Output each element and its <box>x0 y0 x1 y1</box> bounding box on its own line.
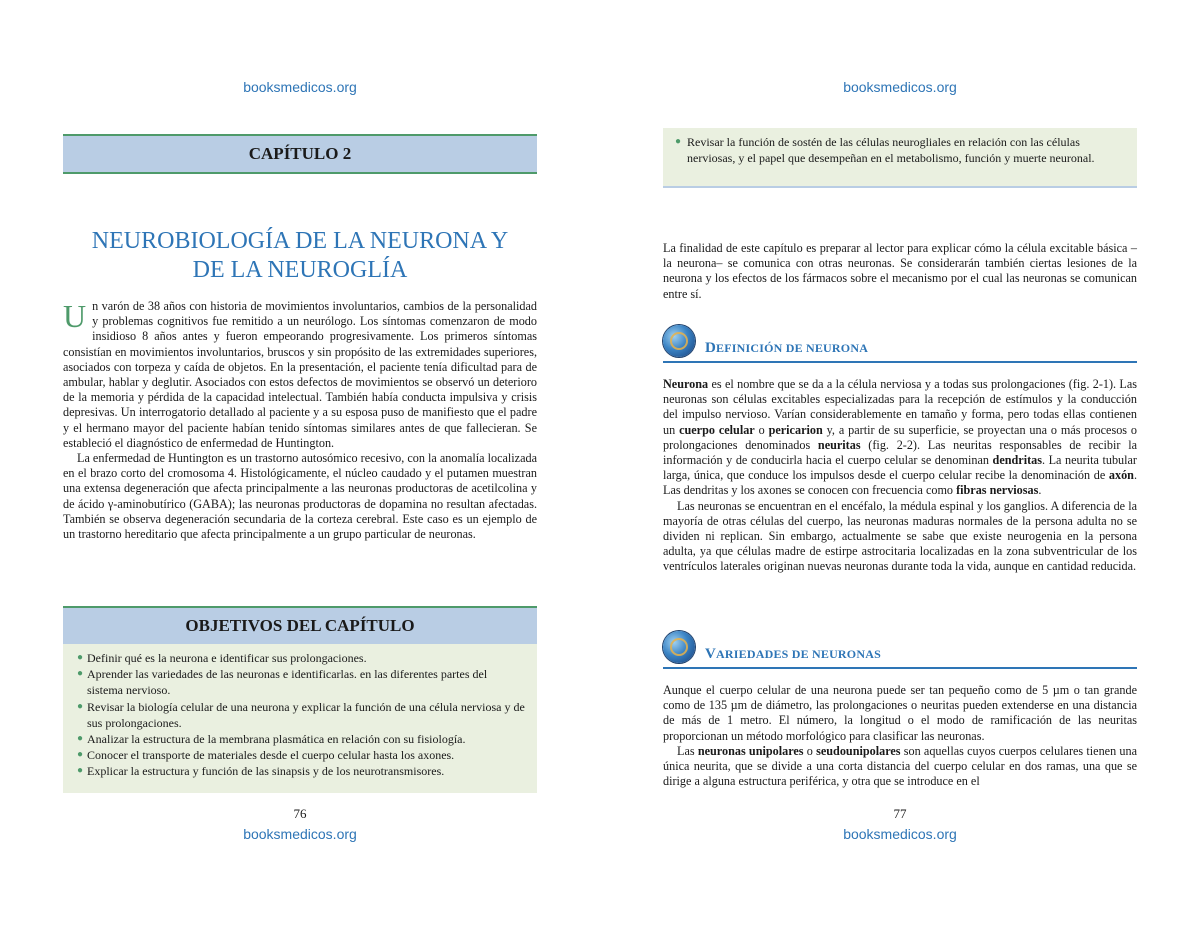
chapter-label: CAPÍTULO 2 <box>248 144 352 163</box>
intro-paragraph: La finalidad de este capítulo es preparar al lector para explicar cómo la célula excitable básica –la neurona– se comunica con otras neuronas. Se considerarán también ciertas lesiones de la neurona y los efectos de los fármacos sobre el mecanismo por el cual las neuronas se comunican entre sí. <box>663 241 1137 301</box>
section-title-rest: ARIEDADES DE NEURONAS <box>716 647 881 661</box>
case-paragraph-1 <box>63 299 537 451</box>
bullet-icon: ● <box>77 749 84 761</box>
brain-globe-icon <box>663 631 695 663</box>
site-footer-link[interactable]: booksmedicos.org <box>843 826 957 842</box>
term-axon: axón <box>1108 468 1134 483</box>
section-heading-definicion <box>663 325 1137 363</box>
section2-paragraph-2 <box>663 744 1137 790</box>
chapter-label-bar <box>63 134 537 174</box>
site-footer-link[interactable]: booksmedicos.org <box>243 826 357 842</box>
objectives-continued-box <box>663 128 1137 188</box>
bullet-icon: ● <box>77 668 84 680</box>
objective-item <box>77 666 525 698</box>
text-run: (fig. 2-2). Las neuritas responsables de recibir la información y de conducirla hacia el cuerpo celular se denominan <box>663 437 1137 468</box>
text-run: son aquellas cuyos cuerpos celulares tienen una única neurita, que se divide a una corta distancia del cuerpo celular en dos ramas, una que se dirige a alguna estructura periférica, y otra que se introduce en el <box>663 743 1137 789</box>
text-run: o <box>803 743 817 758</box>
text-run: o <box>754 422 769 437</box>
objective-item <box>675 134 1125 166</box>
chapter-title-line1: NEUROBIOLOGÍA DE LA NEURONA Y <box>91 228 509 254</box>
text-run: y, a partir de su superficie, se proyectan una o más procesos o prolongaciones denominados <box>663 422 1138 452</box>
objectives-title-bar <box>63 606 537 646</box>
term-cuerpo-celular: cuerpo celular <box>679 422 755 437</box>
chapter-title <box>63 227 537 285</box>
objective-text: Revisar la biología celular de una neurona y explicar la función de una célula nerviosa y de sus prolongaciones. <box>87 699 525 730</box>
objective-item <box>77 763 525 779</box>
objective-item <box>77 699 525 731</box>
section-heading-variedades <box>663 631 1137 669</box>
case-paragraph-1-text: n varón de 38 años con historia de movimientos involuntarios, cambios de la personalidad y problemas cognitivos fue remitido a un neurólogo. Los síntomas comenzaron de modo insidioso 8 años antes y fueron empeorando progresivamente. Los primeros síntomas consistían en movimientos involuntarios, bruscos y sin propósito de las extremidades superiores, asociados con torpeza y caída de objetos. En la presentación, el paciente tenía dificultad para de ambular, hablar y deglutir. Asociados con estos defectos de movimientos se observó un deterioro de la memoria y pérdida de la capacidad intelectual. También había conducta impulsiva y crisis depresivas. Un interrogatorio detallado al paciente y a su esposa puso de manifiesto que el padre y el hermano mayor del paciente habían tenido síntomas similares antes de que fallecieran. Se estableció el diagnóstico de enfermedad de Huntington. <box>63 299 537 450</box>
section2-paragraph-1: Aunque el cuerpo celular de una neurona puede ser tan pequeño como de 5 µm o tan grande como de 135 µm de diámetro, las prolongaciones o neuritas pueden extenderse en una distancia de más de 1 metro. El número, la longitud o el modo de ramificación de las neuritas proporcionan un método morfológico para clasificar las neuronas. <box>663 683 1137 743</box>
section-title-rest: EFINICIÓN DE NEURONA <box>716 341 869 355</box>
term-dendritas: dendritas <box>992 453 1042 468</box>
site-header-link[interactable]: booksmedicos.org <box>843 79 957 95</box>
page-number: 77 <box>893 806 907 821</box>
section-title-cap: V <box>705 646 717 662</box>
term-neurona: Neurona <box>663 377 709 391</box>
brain-globe-icon <box>663 325 695 357</box>
section-title <box>705 340 868 357</box>
text-run: Las <box>677 743 698 758</box>
section2-text <box>663 683 1137 791</box>
case-paragraph-2: La enfermedad de Huntington es un trastorno autosómico recesivo, con la anomalía localizada en el brazo corto del cromosoma 4. Histológicamente, el núcleo caudado y el putamen muestran una extensa degeneración que afecta principalmente a las neuronas productoras de acetilcolina y de ácido γ-aminobutírico (GABA); las neuronas productoras de dopamina no resultan afectadas. También se observa degeneración secundaria de la corteza cerebral. Este caso es un ejemplo de un trastorno hereditario que afecta principalmente a un grupo particular de neuronas. <box>63 451 537 542</box>
objective-text: Definir qué es la neurona e identificar sus prolongaciones. <box>87 651 367 665</box>
bullet-icon: ● <box>675 136 682 147</box>
objective-text: Revisar la función de sostén de las células neurogliales en relación con las células nerviosas, y el papel que desempeñan en el metabolismo, función y muerte neuronal. <box>687 135 1095 165</box>
term-seudounipolares: seudounipolares <box>816 743 901 758</box>
bullet-icon: ● <box>77 700 84 712</box>
term-neuronas-unipolares: neuronas unipolares <box>697 743 804 758</box>
objective-text: Analizar la estructura de la membrana plasmática en relación con su fisiología. <box>87 732 466 747</box>
objective-text: Aprender las variedades de las neuronas e identificarlas. en las diferentes partes del sistema nervioso. <box>87 667 488 698</box>
section-title <box>705 646 881 663</box>
text-run: . <box>1038 483 1042 498</box>
objective-item <box>77 650 525 666</box>
objectives-list <box>63 644 537 780</box>
objectives-title: OBJETIVOS DEL CAPÍTULO <box>185 616 415 635</box>
term-fibras-nerviosas: fibras nerviosas <box>956 483 1039 498</box>
objective-item <box>77 731 525 747</box>
section-title-cap: D <box>705 340 717 356</box>
drop-cap: U <box>63 298 87 334</box>
objective-text: Conocer el transporte de materiales desde el cuerpo celular hasta los axones. <box>87 748 455 763</box>
section1-paragraph-1 <box>663 377 1137 499</box>
objective-item <box>77 747 525 763</box>
chapter-title-line2: DE LA NEUROGLÍA <box>192 257 408 283</box>
objectives-continued-list <box>663 128 1137 166</box>
objective-text: Explicar la estructura y función de las sinapsis y de los neurotransmisores. <box>87 764 445 779</box>
section1-paragraph-2: Las neuronas se encuentran en el encéfalo, la médula espinal y los ganglios. A diferencia de la mayoría de otras células del cuerpo, las neuronas maduras normales de la persona adulta no se dividen ni replican. Sin embargo, actualmente se sabe que existe neurogenia en la persona adulta, ya que células madre de estirpe astrocitaria localizadas en la zona subventricular de los ventrículos laterales originan nuevas neuronas durante toda la vida, aunque en cantidad reducida. <box>663 498 1137 574</box>
text-run: . Las dendritas y los axones se conocen con frecuencia como <box>663 468 1137 498</box>
text-run: es el nombre que se da a la célula nerviosa y a todas sus prolongaciones (fig. 2-1). Las neuronas son células excitables especializadas para la recepción de estímulos y la conducción del impulso nervioso. Varían considerablemente en tamaño y forma, pero todas ellas contienen un <box>663 377 1137 437</box>
bullet-icon: ● <box>77 652 84 663</box>
section1-text <box>663 377 1137 575</box>
text-run: . La neurita tubular larga, única, que conduce los impulsos desde el cuerpo celular recibe la denominación de <box>663 453 1137 483</box>
bullet-icon: ● <box>77 733 84 745</box>
term-pericarion: pericarion <box>768 422 823 437</box>
site-header-link[interactable]: booksmedicos.org <box>243 79 357 95</box>
case-study-text <box>63 299 537 542</box>
bullet-icon: ● <box>77 765 84 777</box>
page-number: 76 <box>293 806 307 821</box>
term-neuritas: neuritas <box>817 437 861 452</box>
objectives-box <box>63 644 537 793</box>
